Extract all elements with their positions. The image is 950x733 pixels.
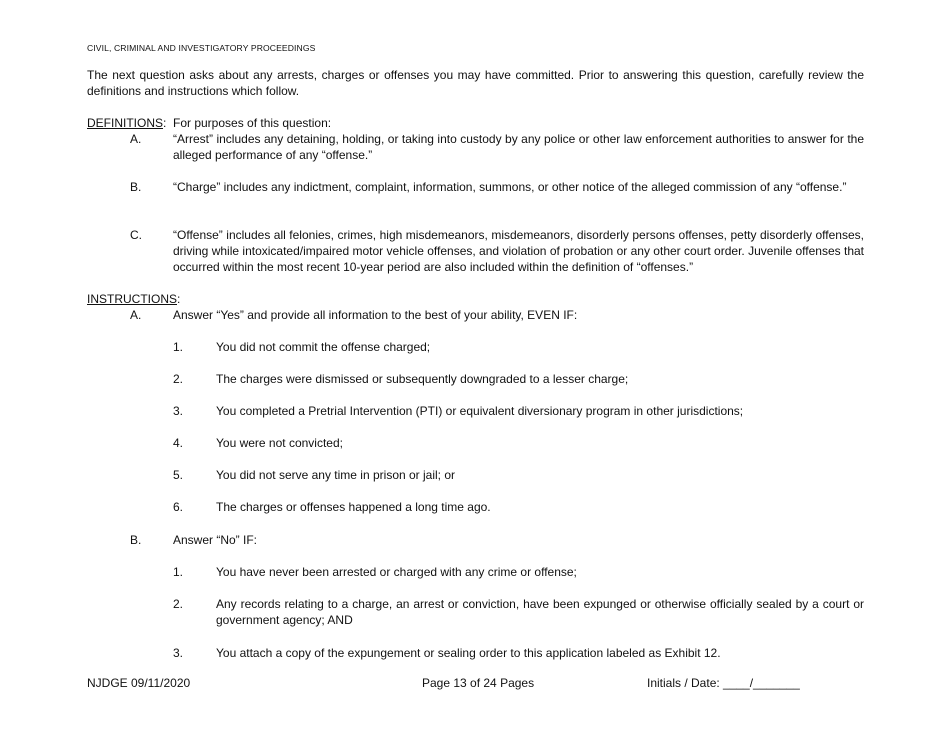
- footer-initials-date[interactable]: Initials / Date: ____/_______: [647, 676, 800, 690]
- list-number: 3.: [173, 404, 184, 418]
- section-header: CIVIL, CRIMINAL AND INVESTIGATORY PROCEEDINGS: [87, 43, 316, 53]
- list-item: You did not commit the offense charged;: [216, 340, 431, 354]
- definitions-heading: [87, 115, 166, 131]
- instructions-heading: [87, 291, 180, 307]
- definition-charge: “Charge” includes any indictment, complaint, information, summons, or other notice of the alleged commission of any “offense.”: [173, 180, 847, 194]
- list-number: 2.: [173, 372, 184, 386]
- definitions-colon: :: [163, 116, 167, 130]
- list-item: The charges or offenses happened a long time ago.: [216, 500, 491, 514]
- instructions-colon: :: [177, 292, 181, 306]
- instruction-letter: B.: [130, 533, 142, 547]
- definitions-lead: For purposes of this question:: [173, 116, 332, 130]
- list-number: 4.: [173, 436, 184, 450]
- definition-letter: B.: [130, 180, 142, 194]
- list-item: The charges were dismissed or subsequently downgraded to a lesser charge;: [216, 372, 629, 386]
- list-number: 5.: [173, 468, 184, 482]
- definitions-label: DEFINITIONS: [87, 116, 164, 130]
- footer-page-number: Page 13 of 24 Pages: [422, 676, 535, 690]
- list-item: You were not convicted;: [216, 436, 343, 450]
- definition-arrest: “Arrest” includes any detaining, holding, or taking into custody by any police or other law enforcement authorities to answer for the alleged performance of any “offense.”: [173, 132, 864, 162]
- definition-letter: C.: [130, 228, 142, 242]
- footer-form-id: NJDGE 09/11/2020: [87, 676, 191, 690]
- list-number: 1.: [173, 565, 184, 579]
- instruction-b-text: Answer “No” IF:: [173, 533, 258, 547]
- list-item: You did not serve any time in prison or jail; or: [216, 468, 456, 482]
- list-number: 2.: [173, 597, 184, 611]
- list-number: 1.: [173, 340, 184, 354]
- list-item: You attach a copy of the expungement or sealing order to this application labeled as Exhibit 12.: [216, 646, 721, 660]
- list-item: Any records relating to a charge, an arrest or conviction, have been expunged or otherwise officially sealed by a court or government agency; AND: [216, 597, 864, 627]
- intro-paragraph: The next question asks about any arrests, charges or offenses you may have committed. Prior to answering this question, carefully review the definitions and instructions which follow.: [87, 68, 864, 98]
- definition-letter: A.: [130, 132, 142, 146]
- definition-offense: “Offense” includes all felonies, crimes, high misdemeanors, misdemeanors, disorderly persons offenses, petty disorderly offenses, driving while intoxicated/impaired motor vehicle offenses, and violation of probation or any other court order. Juvenile offenses that occurred within the most recent 10-year period are also included within the definition of “offenses.”: [173, 228, 864, 274]
- instruction-a-text: Answer “Yes” and provide all information to the best of your ability, EVEN IF:: [173, 308, 578, 322]
- list-number: 6.: [173, 500, 184, 514]
- list-number: 3.: [173, 646, 184, 660]
- instructions-label: INSTRUCTIONS: [87, 292, 177, 306]
- instruction-letter: A.: [130, 308, 142, 322]
- list-item: You have never been arrested or charged with any crime or offense;: [216, 565, 577, 579]
- list-item: You completed a Pretrial Intervention (PTI) or equivalent diversionary program in other jurisdictions;: [216, 404, 744, 418]
